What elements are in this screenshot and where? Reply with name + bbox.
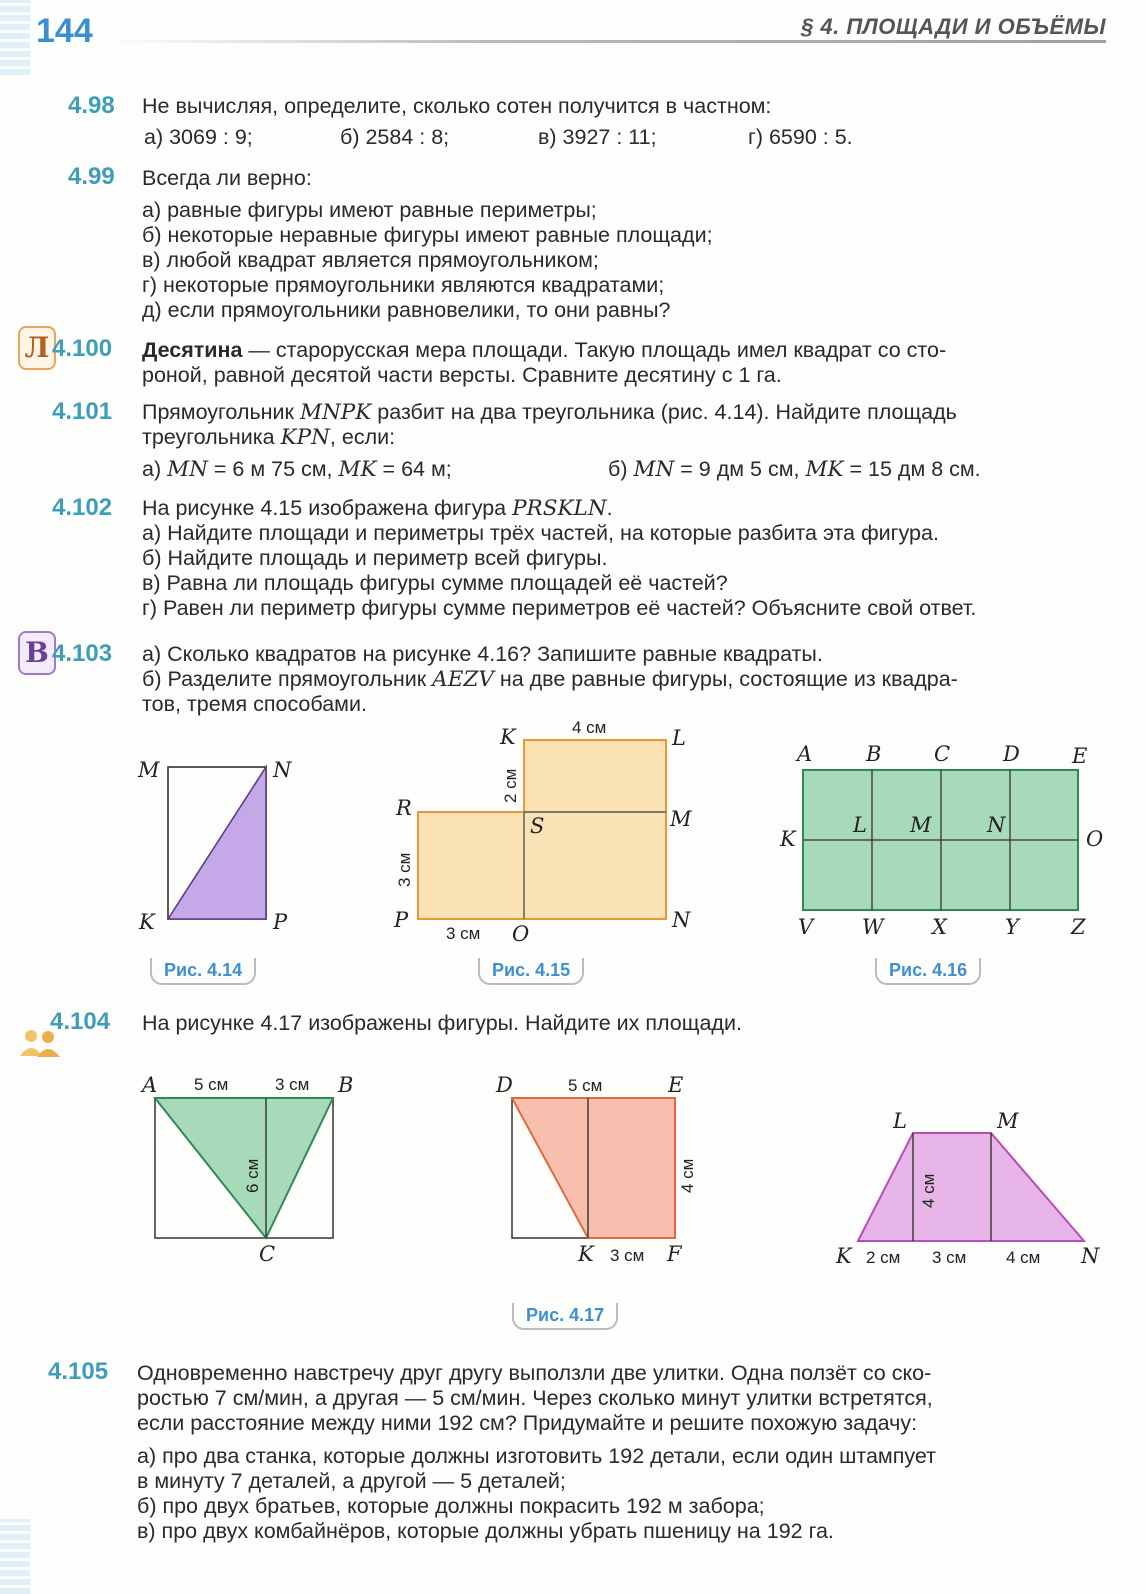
vertex-label: L — [893, 1109, 907, 1133]
vertex-label: E — [668, 1073, 684, 1097]
vertex-label: K — [578, 1242, 594, 1266]
dimension-label: 3 см — [275, 1075, 310, 1094]
triangle-kpn — [168, 767, 266, 919]
problem-text: ростью 7 см/мин, а другая — 5 см/мин. Через сколько минут улитки встретятся, — [137, 1386, 933, 1410]
vertex-label: P — [394, 908, 409, 932]
problem-number: 4.99 — [68, 163, 115, 190]
vertex-label: K — [500, 725, 516, 749]
list-item: б) Найдите площадь и периметр всей фигуры. — [142, 546, 608, 570]
text: Прямоугольник — [142, 400, 300, 424]
term-bold: Десятина — [142, 338, 243, 362]
text: = 15 дм 8 см. — [843, 457, 981, 481]
list-item: б) некоторые неравные фигуры имеют равные площади; — [142, 223, 713, 247]
vertex-label: F — [667, 1242, 682, 1266]
text: = 6 м 75 см, — [207, 457, 339, 481]
problem-text: Всегда ли верно: — [142, 166, 312, 190]
problem-number: 4.103 — [52, 640, 113, 667]
dimension-label: 3 см — [932, 1248, 967, 1267]
problem-4-100 — [142, 338, 1106, 388]
figure-4-17 — [0, 1065, 1146, 1280]
figure-4-15 — [393, 718, 692, 946]
math-var: MK — [805, 457, 844, 482]
vertex-label: M — [138, 758, 160, 782]
problem-number: 4.102 — [52, 494, 113, 521]
math-var: PRSKLN — [512, 496, 607, 521]
vertex-label: R — [396, 796, 412, 820]
text: а) — [142, 457, 168, 481]
math-var: MN — [633, 457, 675, 482]
figure-caption: Рис. 4.16 — [875, 958, 981, 985]
text: на две равные фигуры, состоящие из квадра- — [493, 667, 958, 691]
vertex-label: N — [1081, 1244, 1100, 1268]
vertex-label: M — [910, 813, 932, 837]
problem-4-98 — [142, 94, 1106, 155]
text: На рисунке 4.15 изображена фигура — [142, 496, 513, 520]
list-item: в минуту 7 деталей, а другой — 5 деталей; — [137, 1469, 566, 1493]
vertex-label: W — [862, 915, 884, 939]
list-item — [608, 457, 981, 482]
vertex-label: K — [836, 1244, 852, 1268]
vertex-label: L — [853, 813, 867, 837]
text: тов, тремя способами. — [142, 692, 367, 716]
math-var: MK — [338, 457, 377, 482]
problem-4-103 — [142, 642, 1106, 717]
vertex-label: S — [530, 814, 545, 838]
problem-text: роной, равной десятой части версты. Сравните десятину с 1 га. — [142, 363, 782, 387]
figures-row-1 — [0, 715, 1146, 955]
vertex-label: Z — [1071, 915, 1086, 939]
page-number: 144 — [36, 12, 93, 50]
problem-text: Не вычисляя, определите, сколько сотен получится в частном: — [142, 94, 772, 118]
dimension-label: 5 см — [194, 1075, 229, 1094]
vertex-label: D — [1003, 742, 1020, 766]
text: треугольника — [142, 425, 281, 449]
vertex-label: E — [1072, 744, 1088, 768]
math-var: MNPK — [299, 400, 372, 425]
dimension-label: 4 см — [678, 1158, 697, 1193]
vertex-label: K — [139, 910, 155, 934]
list-item: г) Равен ли периметр фигуры сумме периметров её частей? Объясните свой ответ. — [142, 596, 977, 620]
list-item: г) 6590 : 5. — [748, 125, 853, 149]
vertex-label: K — [780, 827, 796, 851]
list-item: в) любой квадрат является прямоугольником; — [142, 248, 599, 272]
list-item: а) Найдите площади и периметры трёх частей, на которые разбита эта фигура. — [142, 521, 939, 545]
vertex-label: N — [672, 908, 691, 932]
problem-4-101 — [142, 400, 1106, 487]
vertex-label: M — [997, 1109, 1019, 1133]
corner-decoration — [0, 0, 30, 75]
text: = 9 дм 5 см, — [674, 457, 806, 481]
header-divider — [100, 40, 1106, 43]
vertex-label: V — [798, 915, 814, 939]
trapezoid-klmn — [858, 1133, 1084, 1241]
list-item: а) равные фигуры имеют равные периметры; — [142, 198, 597, 222]
vertex-label: P — [273, 910, 288, 934]
dimension-label: 6 см — [243, 1158, 262, 1193]
vertex-label: Y — [1005, 915, 1019, 939]
problem-text: — старорусская мера площади. Такую площадь имел квадрат со сто- — [242, 338, 947, 362]
problem-number: 4.101 — [52, 398, 113, 425]
math-var: MN — [167, 457, 208, 482]
list-item: в) 3927 : 11; — [538, 125, 657, 149]
list-item: г) некоторые прямоугольники являются квадратами; — [142, 273, 665, 297]
vertex-label: N — [273, 758, 292, 782]
figure-trapezoid-dekf — [495, 1073, 697, 1266]
problem-number: 4.98 — [68, 92, 115, 119]
figure-4-16 — [779, 742, 1103, 939]
text: . — [606, 496, 613, 520]
vertex-label: C — [259, 1242, 276, 1266]
figure-caption: Рис. 4.15 — [478, 958, 584, 985]
list-item: а) Сколько квадратов на рисунке 4.16? Запишите равные квадраты. — [142, 642, 823, 666]
problem-text: если расстояние между ними 192 см? Придумайте и решите похожую задачу: — [137, 1411, 918, 1435]
dimension-label: 3 см — [395, 852, 414, 887]
list-item: б) про двух братьев, которые должны покрасить 192 м забора; — [137, 1494, 765, 1518]
dimension-label: 3 см — [610, 1246, 645, 1265]
figure-trapezoid-klmn — [835, 1109, 1100, 1268]
list-item: в) Равна ли площадь фигуры сумме площадей её частей? — [142, 571, 728, 595]
problem-number: 4.105 — [48, 1358, 109, 1385]
vertex-label: L — [672, 726, 686, 750]
text: , если: — [329, 425, 396, 449]
dimension-label: 4 см — [919, 1173, 938, 1208]
level-badge: В — [18, 631, 56, 675]
dimension-label: 2 см — [501, 768, 520, 803]
math-var: KPN — [280, 425, 330, 450]
vertex-label: N — [987, 813, 1006, 837]
vertex-label: O — [512, 922, 530, 946]
vertex-label: B — [338, 1073, 354, 1097]
vertex-label: A — [142, 1073, 158, 1097]
vertex-label: X — [932, 915, 947, 939]
dimension-label: 4 см — [572, 718, 607, 737]
vertex-label: D — [496, 1073, 513, 1097]
figure-triangle-abc — [140, 1073, 353, 1266]
ancient-measure-badge: Л — [18, 326, 56, 370]
list-item — [142, 457, 452, 482]
problem-number: 4.100 — [52, 335, 113, 362]
text: б) — [608, 457, 634, 481]
vertex-label: A — [797, 742, 813, 766]
text: = 64 м; — [376, 457, 452, 481]
vertex-label: M — [670, 807, 692, 831]
problem-4-105 — [137, 1361, 1106, 1544]
problem-text: Одновременно навстречу друг другу выползли две улитки. Одна ползёт со ско- — [137, 1361, 932, 1385]
vertex-label: B — [866, 742, 882, 766]
text: разбит на два треугольника (рис. 4.14). Найдите площадь — [371, 400, 957, 424]
trapezoid-dekf — [512, 1098, 675, 1238]
text: б) Разделите прямоугольник — [142, 667, 433, 691]
problem-4-102 — [142, 496, 1106, 621]
section-title: § 4. ПЛОЩАДИ И ОБЪЁМЫ — [801, 14, 1106, 39]
dimension-label: 3 см — [446, 924, 481, 943]
problem-text: На рисунке 4.17 изображены фигуры. Найдите их площади. — [142, 1011, 742, 1035]
list-item: д) если прямоугольники равновелики, то они равны? — [142, 298, 671, 322]
list-item: в) про двух комбайнёров, которые должны убрать пшеницу на 192 га. — [137, 1519, 834, 1543]
dimension-label: 4 см — [1006, 1248, 1041, 1267]
vertex-label: O — [1086, 827, 1104, 851]
problem-number: 4.104 — [50, 1008, 111, 1035]
list-item: б) 2584 : 8; — [340, 125, 450, 149]
figure-caption: Рис. 4.17 — [512, 1303, 618, 1330]
list-item: а) 3069 : 9; — [144, 125, 253, 149]
vertex-label: C — [934, 742, 951, 766]
dimension-label: 2 см — [866, 1248, 901, 1267]
problem-4-99 — [142, 166, 1106, 323]
math-var: AEZV — [432, 667, 494, 692]
problem-4-104 — [142, 1011, 1106, 1036]
figure-caption: Рис. 4.14 — [150, 958, 256, 985]
dimension-label: 5 см — [568, 1076, 603, 1095]
list-item: а) про два станка, которые должны изготовить 192 детали, если один штампует — [137, 1444, 936, 1468]
figure-4-14 — [137, 758, 292, 934]
corner-decoration-bottom — [0, 1519, 30, 1594]
